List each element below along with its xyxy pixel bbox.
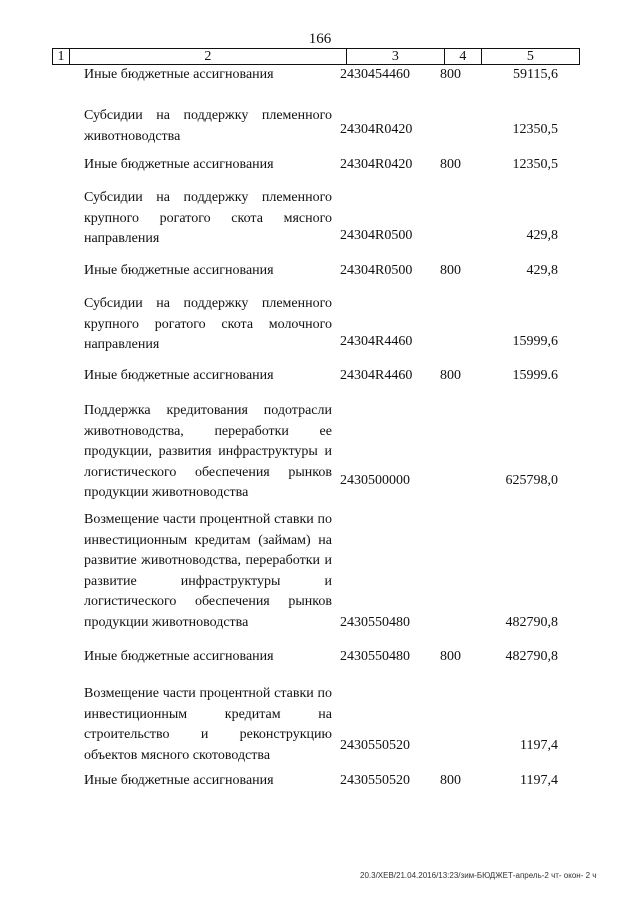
row-name: Иные бюджетные ассигнования (84, 263, 274, 278)
row-amount: 1197,4 (520, 738, 558, 753)
row-amount: 1197,4 (520, 773, 558, 788)
row-code: 2430500000 (340, 473, 410, 488)
row-name: Иные бюджетные ассигнования (84, 67, 274, 82)
row-expense-type: 800 (440, 368, 461, 383)
row-amount: 59115,6 (513, 67, 558, 82)
row-code: 2430550480 (340, 649, 410, 664)
row-amount: 15999.6 (512, 368, 558, 383)
row-expense-type: 800 (440, 649, 461, 664)
row-amount: 482790,8 (505, 615, 558, 630)
row-amount: 12350,5 (512, 122, 558, 137)
row-name: Иные бюджетные ассигнования (84, 157, 274, 172)
row-code: 24304R0500 (340, 228, 413, 243)
row-expense-type: 800 (440, 773, 461, 788)
row-code: 24304R0420 (340, 122, 413, 137)
row-name: Иные бюджетные ассигнования (84, 649, 274, 664)
row-name: Возмещение части процентной ставки по инвестиционным кредитам на строительство и реконструкцию объектов мясного скотоводства (84, 686, 332, 763)
row-amount: 429,8 (526, 228, 558, 243)
column-header-1: 1 (53, 49, 70, 65)
row-code: 24304R0420 (340, 157, 413, 172)
row-code: 24304R4460 (340, 334, 413, 349)
page-number: 166 (308, 31, 332, 47)
column-header-3: 3 (346, 49, 444, 65)
row-amount: 12350,5 (512, 157, 558, 172)
column-header-2: 2 (69, 49, 346, 65)
row-code: 2430550520 (340, 773, 410, 788)
row-name: Иные бюджетные ассигнования (84, 773, 274, 788)
row-amount: 15999,6 (512, 334, 558, 349)
row-name: Возмещение части процентной ставки по инвестиционным кредитам (займам) на развитие животноводства, переработки и развитие инфраструктуры и логистического обеспечения рынков продукции животноводства (84, 512, 332, 630)
row-name: Субсидии на поддержку племенного крупного рогатого скота мясного направления (84, 190, 332, 246)
column-header-5: 5 (481, 49, 579, 65)
row-expense-type: 800 (440, 263, 461, 278)
row-code: 2430550480 (340, 615, 410, 630)
row-name: Субсидии на поддержку племенного крупного рогатого скота молочного направления (84, 296, 332, 352)
row-amount: 625798,0 (505, 473, 558, 488)
row-amount: 482790,8 (505, 649, 558, 664)
row-name: Иные бюджетные ассигнования (84, 368, 274, 383)
row-code: 2430550520 (340, 738, 410, 753)
row-expense-type: 800 (440, 157, 461, 172)
row-code: 24304R0500 (340, 263, 413, 278)
column-header (52, 48, 580, 65)
row-code: 24304R4460 (340, 368, 413, 383)
row-amount: 429,8 (526, 263, 558, 278)
row-expense-type: 800 (440, 67, 461, 82)
document-footer-stamp: 20.3/XEB/21.04.2016/13:23/зим-БЮДЖЕТ-апрель-2 чт- окон- 2 ч (360, 871, 597, 880)
row-name: Поддержка кредитования подотрасли животноводства, переработки ее продукции, развития инфраструктуры и логистического обеспечения рынков продукции животноводства (84, 403, 332, 500)
row-code: 2430454460 (340, 67, 410, 82)
row-name: Субсидии на поддержку племенного животноводства (84, 108, 332, 144)
column-header-4: 4 (444, 49, 481, 65)
